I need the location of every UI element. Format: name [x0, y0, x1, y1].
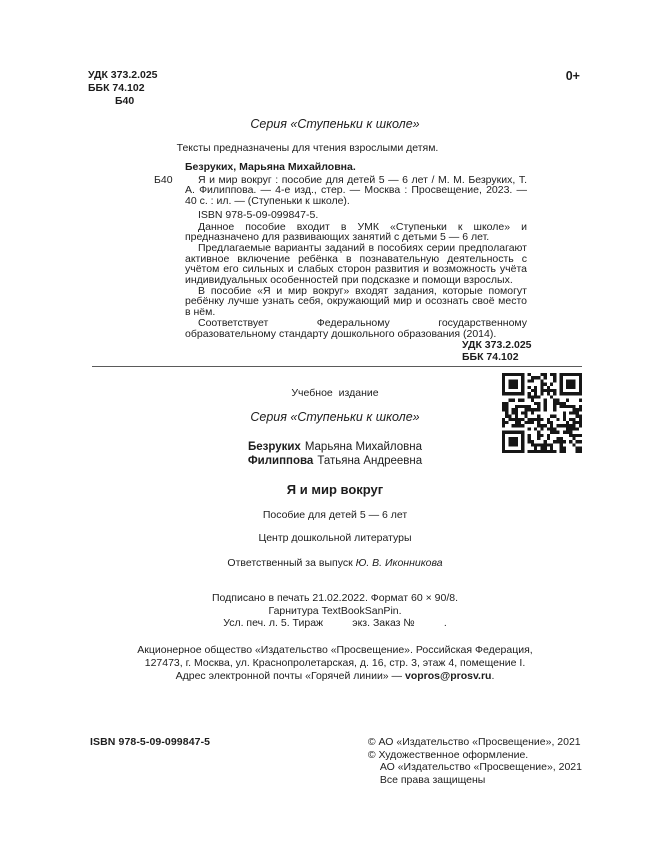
reading-note: Тексты предназначены для чтения взрослыми детям.	[176, 142, 439, 154]
author-firstname: Татьяна Андреевна	[317, 454, 423, 467]
author-surname: Филиппова	[247, 454, 314, 467]
udk-bbk-refs	[462, 339, 582, 363]
publisher-line: Акционерное общество «Издательство «Просвещение». Российская Федерация,	[137, 644, 533, 657]
author-sign-code: Б40	[115, 95, 135, 107]
catalog-citation: Я и мир вокруг : пособие для детей 5 — 6 лет / М. М. Безруких, Т. А. Филиппова. — 4-е изд., стер. — Москва : Просвещение, 2023. — 40 с. : ил. — (Ступеньки к школе).	[185, 173, 527, 208]
annotation-paragraph: Данное пособие входит в УМК «Ступеньки к школе» и предназначено для развивающих занятий с детьми 5 — 6 лет.	[185, 220, 527, 244]
bbk-number: ББК 74.102	[88, 82, 145, 94]
udk-ref: УДК 373.2.025	[462, 339, 532, 352]
copyright-line: АО «Издательство «Просвещение», 2021	[379, 761, 582, 774]
footer-isbn: ISBN 978-5-09-099847-5	[90, 736, 211, 749]
top-meta-row	[88, 69, 582, 108]
catalog-isbn: ISBN 978-5-09-099847-5.	[198, 208, 319, 221]
book-title: Я и мир вокруг	[286, 482, 384, 498]
catalog-code: Б40	[154, 174, 173, 186]
catalog-card	[154, 161, 527, 340]
copyright-line: © Художественное оформление.	[367, 748, 529, 761]
bbk-ref: ББК 74.102	[462, 351, 519, 364]
copyright-block	[368, 736, 582, 787]
author-line	[88, 455, 582, 469]
print-info-line: Усл. печ. л. 5. Тираж экз. Заказ № .	[223, 617, 447, 630]
responsible-line	[88, 557, 582, 570]
udk-bbk-block	[88, 69, 158, 108]
email-period: .	[491, 670, 495, 683]
annotation-paragraph: Соответствует Федеральному государственному образовательному стандарту дошкольного образования (2014).	[185, 316, 527, 340]
responsible-name: Ю. В. Иконникова	[355, 557, 443, 570]
catalog-author-heading: Безруких, Марьяна Михайловна.	[185, 161, 356, 173]
print-info-line: Гарнитура TextBookSanPin.	[268, 604, 402, 617]
book-subtitle: Пособие для детей 5 — 6 лет	[262, 509, 408, 522]
print-info-block	[88, 592, 582, 630]
udk-number: УДК 373.2.025	[88, 69, 158, 81]
email-address: vopros@prosv.ru	[404, 670, 492, 683]
qr-code	[502, 373, 582, 453]
series-line: Серия «Ступеньки к школе»	[250, 410, 420, 425]
publisher-info-block	[88, 644, 582, 683]
author-firstname: Марьяна Михайловна	[304, 441, 423, 454]
catalog-column	[88, 142, 527, 339]
email-label: Адрес электронной почты «Горячей линии» —	[175, 670, 405, 683]
divider-rule	[92, 366, 582, 367]
department-line: Центр дошкольной литературы	[258, 532, 412, 545]
copyright-line: © АО «Издательство «Просвещение», 2021	[367, 736, 581, 749]
author-surname: Безруких	[247, 441, 301, 454]
hotline-email-line	[88, 670, 582, 683]
series-heading: Серия «Ступеньки к школе»	[250, 117, 420, 131]
annotation-paragraph: В пособие «Я и мир вокруг» входят задания, которые помогут ребёнку лучше узнать себя, окружающий мир и осознать своё место в нём.	[185, 284, 527, 319]
qr-code-svg	[502, 373, 582, 453]
annotation-paragraph: Предлагаемые варианты заданий в пособиях серии предполагают активное включение ребёнка в познавательную деятельность с учётом его сильных и слабых сторон развития и возможность учёта индивидуальных особенностей при подсказке и помощи взрослых.	[185, 241, 527, 287]
copyright-line: Все права защищены	[379, 774, 486, 787]
print-info-line: Подписано в печать 21.02.2022. Формат 60 × 90/8.	[211, 592, 459, 605]
publisher-line: 127473, г. Москва, ул. Краснопролетарская, д. 16, стр. 3, этаж 4, помещение I.	[144, 657, 526, 670]
footer-row	[88, 736, 582, 787]
edition-kind: Учебное издание	[291, 387, 379, 400]
responsible-label: Ответственный за выпуск	[227, 557, 353, 570]
age-rating-badge: 0+	[565, 69, 580, 83]
